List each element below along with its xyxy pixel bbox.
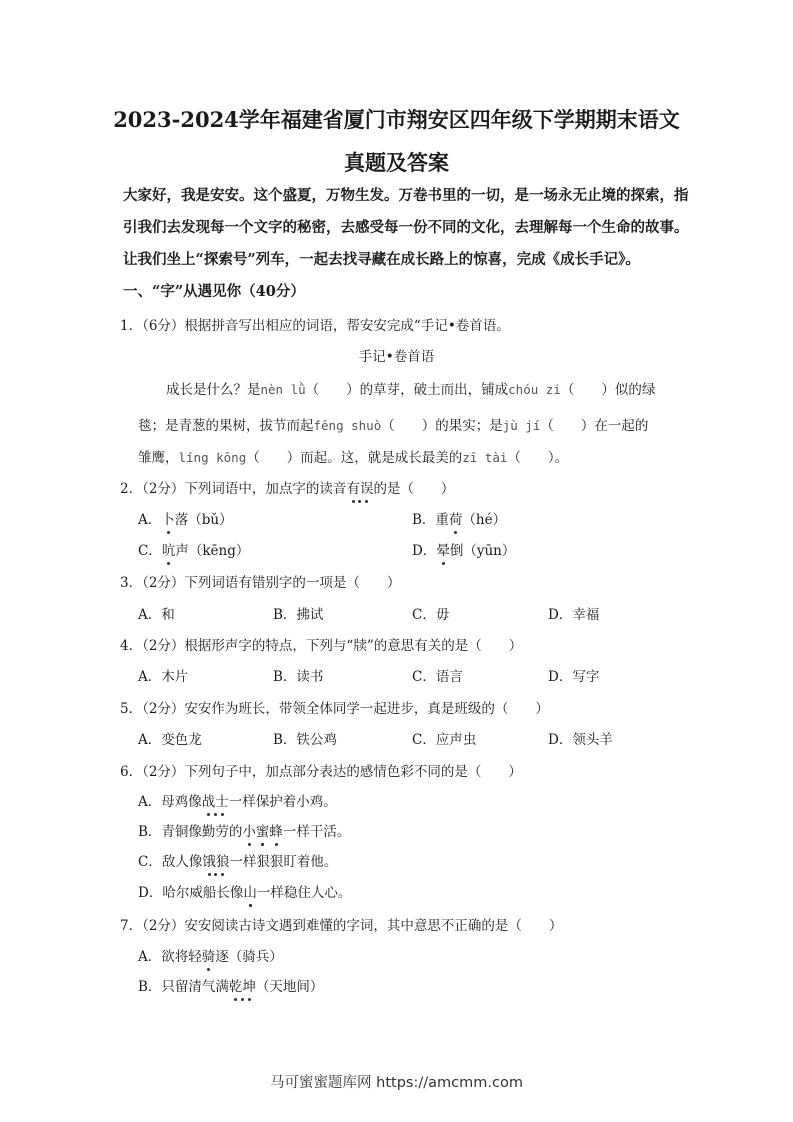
q5-option-b[interactable]: B．铁公鸡: [273, 732, 337, 748]
q1-text: 雏鹰，: [138, 450, 179, 466]
q1-pinyin-zitai: zī tài: [462, 450, 508, 465]
q5-option-d[interactable]: D．领头羊: [548, 732, 613, 748]
q2-stem: [120, 477, 454, 497]
q2-stem-text: 2．（2分）下列词语中，加点字的读音: [120, 481, 347, 497]
q1-pinyin-lingkong: líng kōng: [178, 450, 247, 465]
dotted-text: [242, 824, 283, 840]
q2-option-d[interactable]: [412, 539, 515, 559]
q1-stem: 1．（6分）根据拼音写出相应的词语，帮安安完成“手记•卷首语。: [120, 318, 510, 334]
option-text: D．哈尔威船长像: [138, 885, 244, 901]
q1-paragraph-line2: [138, 414, 648, 434]
q1-blank-text: （ ）。: [507, 450, 569, 466]
q1-paragraph-line1: [166, 378, 655, 398]
dotted-char: 骑: [202, 945, 216, 965]
q6-option-c[interactable]: [138, 850, 337, 870]
dotted-char: 小: [242, 820, 256, 840]
dotted-char: 荷: [449, 508, 463, 528]
q6-option-a[interactable]: [138, 790, 337, 810]
q5-option-a[interactable]: A．变色龙: [138, 732, 202, 748]
q3-stem: 3．（2分）下列词语有错别字的一项是（ ）: [120, 575, 401, 591]
q1-pinyin-juji: jù jí: [502, 418, 541, 433]
q3-option-d[interactable]: D．幸福: [548, 607, 600, 623]
dotted-text: [202, 794, 229, 810]
q2-emphasis: [346, 481, 373, 497]
dotted-text: [229, 979, 256, 995]
dotted-text: [202, 854, 229, 870]
option-text: C．敌人像: [138, 854, 203, 870]
q6-option-d[interactable]: [138, 881, 351, 901]
q1-blank-text: （ ）的果实；是: [381, 418, 503, 434]
document-title-line1: 2023-2024学年福建省厦门市翔安区四年级下学期期末语文: [113, 107, 680, 132]
q1-text: 毯；是青葱的果树，拔节而起: [138, 418, 314, 434]
dotted-char: 饿: [202, 850, 216, 870]
q4-stem: 4．（2分）根据形声字的特点，下列与“牍”的意思有关的是（ ）: [120, 638, 523, 654]
q2-option-a[interactable]: [138, 508, 233, 528]
q7-stem: 7．（2分）安安阅读古诗文遇到难懂的字词，其中意思不正确的是（ ）: [120, 918, 563, 934]
q7-option-a[interactable]: [138, 945, 283, 965]
intro-line1: 大家好，我是安安。这个盛夏，万物生发。万卷书里的一切，是一场永无止境的探索，指: [123, 187, 689, 204]
dotted-char: 晕: [436, 539, 450, 559]
dotted-char: 卜: [161, 508, 175, 528]
q4-option-a[interactable]: A．木片: [138, 669, 189, 685]
q1-blank-text: （ ）的草芽，破土而出，铺成: [305, 382, 509, 398]
q2-option-c[interactable]: [138, 539, 249, 559]
q2-stem-text: 的是（ ）: [373, 481, 455, 497]
dotted-char: 蜜: [256, 820, 270, 840]
document-title-line2: 真题及答案: [344, 150, 449, 175]
option-text: 一样稳住人心。: [256, 885, 352, 901]
q1-blank-text: （ ）而起。这，就是成长最美的: [246, 450, 463, 466]
option-text: 一样狠狠盯着他。: [229, 854, 338, 870]
dotted-char: 坤: [242, 975, 256, 995]
dotted-char: 有: [346, 477, 360, 497]
q1-text: 成长是什么？是: [166, 382, 261, 398]
q5-option-c[interactable]: C．应声虫: [412, 732, 477, 748]
dotted-phrase: [229, 979, 256, 995]
q7-option-b[interactable]: [138, 975, 323, 995]
q4-option-c[interactable]: C．语言: [412, 669, 463, 685]
option-text: A．欲将轻: [138, 949, 202, 965]
section1-heading: 一、“字”从遇见你（40分）: [123, 283, 305, 300]
dotted-char: 吭: [162, 539, 176, 559]
q3-option-b[interactable]: B．拂试: [273, 607, 324, 623]
option-text: 倒（yūn）: [449, 543, 516, 559]
q2-emphasis-text: [346, 481, 373, 497]
q1-pinyin-chouzi: chóu zi: [508, 382, 561, 397]
q1-blank-text: （ ）在一起的: [540, 418, 649, 434]
q3-option-c[interactable]: C．毋: [412, 607, 450, 623]
option-text: （hé）: [462, 512, 507, 528]
q4-option-b[interactable]: B．读书: [273, 669, 324, 685]
intro-line2: 引我们去发现每一个文字的秘密，去感受每一份不同的文化，去理解每一个生命的故事。: [123, 219, 689, 236]
q5-stem: 5．（2分）安安作为班长，带领全体同学一起进步，真是班级的（ ）: [120, 701, 549, 717]
option-label: C．: [138, 543, 162, 559]
option-text: 声（kēng）: [175, 543, 250, 559]
dotted-phrase: [202, 794, 229, 810]
dotted-char: 蜂: [269, 820, 283, 840]
option-label: D．: [412, 543, 437, 559]
option-text: 一样保护着小鸡。: [228, 794, 337, 810]
option-label: A．: [138, 512, 162, 528]
q1-pinyin-fengshuo: fēng shuò: [313, 418, 382, 433]
dotted-char: 山: [243, 881, 257, 901]
q3-option-a[interactable]: A．和: [138, 607, 175, 623]
intro-line3: 让我们坐上“探索号”列车，一起去找寻藏在成长路上的惊喜，完成《成长手记》。: [123, 251, 640, 268]
q1-paragraph-line3: [138, 446, 568, 466]
option-text: 逐（骑兵）: [215, 949, 283, 965]
dotted-text: [243, 885, 257, 901]
q4-option-d[interactable]: D．写字: [548, 669, 600, 685]
q2-option-b[interactable]: [412, 508, 506, 528]
dotted-phrase: [202, 854, 229, 870]
q1-pinyin-nenlv: nèn lǜ: [260, 382, 306, 397]
dotted-char: 士: [215, 790, 229, 810]
option-text: 落（bǔ）: [174, 512, 233, 528]
dotted-char: 误: [360, 477, 374, 497]
footer-watermark[interactable]: 马可蜜蜜题库网 https://amcmm.com: [270, 1075, 523, 1091]
option-label: B．重: [412, 512, 449, 528]
option-text: A．母鸡像: [138, 794, 202, 810]
option-text: 一样干活。: [282, 824, 351, 840]
option-text: （天地间）: [255, 979, 324, 995]
q6-option-b[interactable]: [138, 820, 350, 840]
q1-blank-text: （ ）似的绿: [560, 382, 656, 398]
q6-stem: 6．（2分）下列句子中，加点部分表达的感情色彩不同的是（ ）: [120, 764, 522, 780]
dotted-char: 乾: [229, 975, 243, 995]
option-text: B．青铜像勤劳的: [138, 824, 243, 840]
dotted-char: 狼: [216, 850, 230, 870]
dotted-phrase: [243, 885, 257, 901]
option-text: B．只留清气满: [138, 979, 229, 995]
q1-subtitle: 手记•卷首语: [358, 349, 435, 365]
dotted-char: 战: [202, 790, 216, 810]
dotted-phrase: [242, 824, 283, 840]
